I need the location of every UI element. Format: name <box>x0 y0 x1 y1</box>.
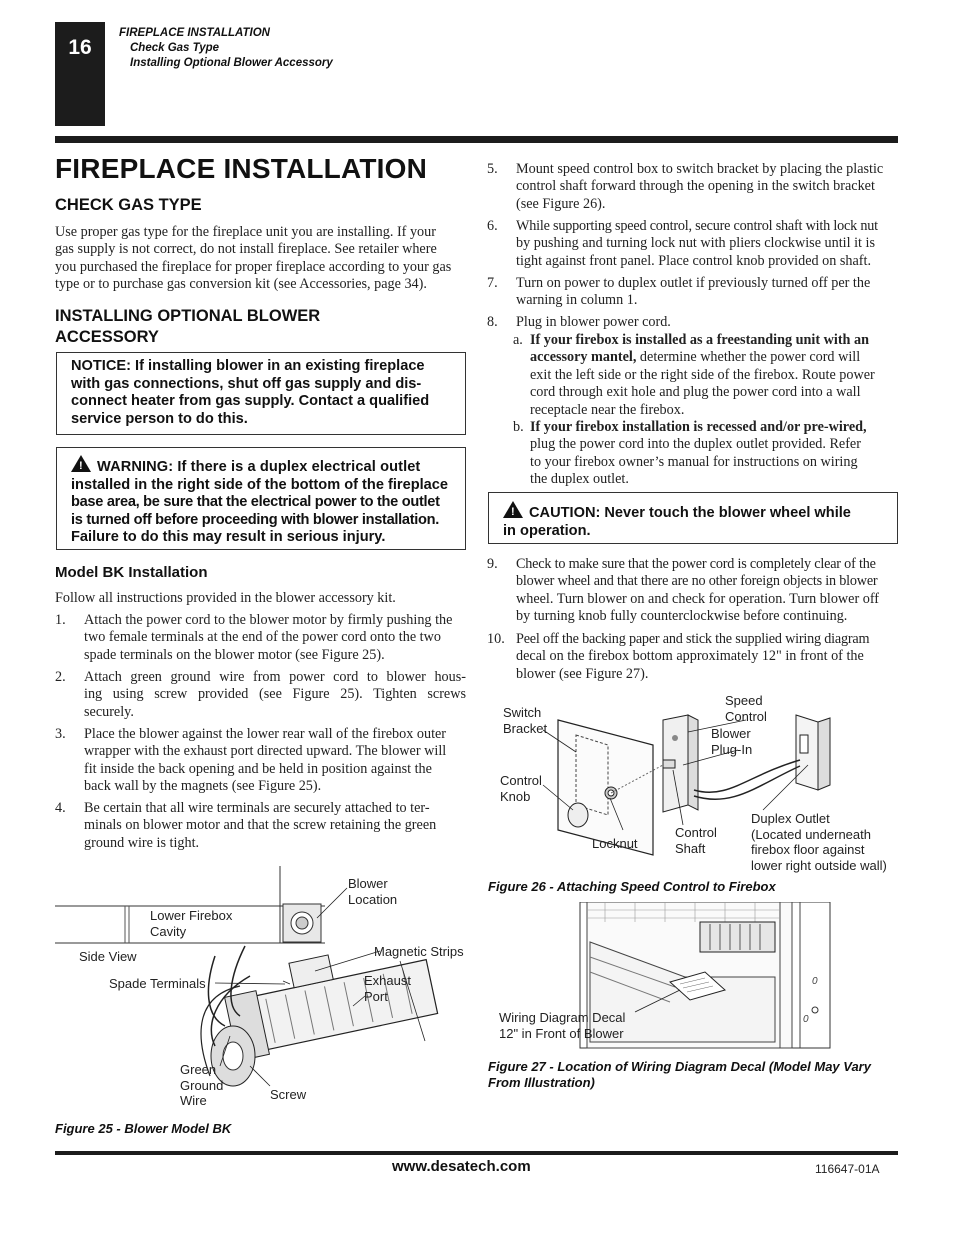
step-line: ing using screw provided (see Figure 25). Tighten screws <box>84 686 466 703</box>
svg-text:0: 0 <box>812 976 818 987</box>
step-line: receptacle near the firebox. <box>530 401 685 418</box>
step-number: 4. <box>55 800 66 816</box>
check-gas-line: gas supply is not correct, do not install fireplace. See retailer where <box>55 241 437 258</box>
step-line: If your firebox installation is recessed and/or pre-wired, <box>530 419 867 435</box>
step-number: 10. <box>487 631 505 647</box>
step-line: wrapper with the exhaust port directed upward. The blower will <box>84 743 447 760</box>
check-gas-line: Use proper gas type for the fireplace unit you are installing. If your <box>55 224 436 240</box>
step-line: the duplex outlet. <box>530 471 629 488</box>
step-line: by pushing and turning lock nut with pliers clockwise until it is <box>516 235 875 252</box>
step-number: 6. <box>487 218 498 234</box>
header-sub-1: Check Gas Type <box>130 42 220 54</box>
step-line: Plug in blower power cord. <box>516 314 671 330</box>
page-number: 16 <box>68 36 92 59</box>
fig25-label-side-view: Side View <box>79 949 137 964</box>
step-line: wheel. Turn blower on and check for operation. Turn blower off <box>516 590 880 607</box>
step-line: Attach the power cord to the blower motor by firmly pushing the <box>84 612 453 628</box>
fig25-label-exhaust-port: Exhaust Port <box>364 973 411 1004</box>
step-line: decal on the firebox bottom approximately 12" in front of the <box>516 648 864 665</box>
warning-line: base area, be sure that the electrical power to the outlet <box>71 494 440 511</box>
svg-text:0: 0 <box>803 1014 809 1025</box>
warning-box <box>56 447 466 550</box>
caution-line: in operation. <box>503 522 591 539</box>
figure-26-caption: Figure 26 - Attaching Speed Control to Firebox <box>488 879 776 894</box>
step-line: exit the left side or the right side of the firebox. Route power <box>530 366 875 383</box>
step-line: back wall by the magnets (see Figure 25). <box>84 778 322 795</box>
step-line: If your firebox is installed as a freestanding unit with an <box>530 332 869 348</box>
footer-document-number: 116647-01A <box>815 1162 880 1176</box>
step-line: determine whether the power cord will <box>636 349 861 366</box>
step-line: by turning knob fully counterclockwise before continuing. <box>516 608 848 625</box>
check-gas-paragraph <box>55 224 466 294</box>
step-number: 9. <box>487 556 498 572</box>
check-gas-line: type or to purchase gas conversion kit (see Accessories, page 34). <box>55 276 427 293</box>
step-line: Check to make sure that the power cord is completely clear of the <box>516 556 876 572</box>
warning-icon: ! <box>71 455 91 472</box>
fig26-label-blower-plug-in: Blower Plug-In <box>711 726 753 757</box>
caution-line: CAUTION: Never touch the blower wheel while <box>529 505 851 521</box>
fig26-label-duplex-outlet: Duplex Outlet (Located underneath firebox floor against lower right outside wall) <box>751 811 887 873</box>
fig26-label-speed-control: Speed Control <box>725 693 767 724</box>
fig26-label-switch-bracket: Switch Bracket <box>503 705 548 736</box>
step-line: tight against front panel. Place control knob provided on shaft. <box>516 252 871 269</box>
step-line: blower (see Figure 27). <box>516 665 649 682</box>
blower-heading-line: INSTALLING OPTIONAL BLOWER <box>55 307 321 325</box>
step-line: plug the power cord into the duplex outlet provided. Refer <box>530 436 861 453</box>
fig25-label-lower-firebox: Lower Firebox Cavity <box>150 908 233 939</box>
warning-line: Failure to do this may result in serious injury. <box>71 529 386 546</box>
check-gas-heading: CHECK GAS TYPE <box>55 196 202 214</box>
fig25-label-green-ground-wire: Green Ground Wire <box>180 1062 224 1108</box>
footer-website[interactable]: www.desatech.com <box>392 1158 531 1175</box>
step-line: minals on blower motor and that the screw retaining the green <box>84 817 437 834</box>
step-line: fit inside the back opening and be held in position against the <box>84 760 432 777</box>
caution-box <box>488 492 898 544</box>
fig27-label-decal: Wiring Diagram Decal 12" in Front of Blower <box>499 1010 626 1041</box>
step-line: spade terminals on the blower motor (see Figure 25). <box>84 646 385 663</box>
model-bk-intro: Follow all instructions provided in the blower accessory kit. <box>55 590 396 606</box>
notice-line: service person to do this. <box>71 410 248 427</box>
figure-25-caption: Figure 25 - Blower Model BK <box>55 1121 232 1136</box>
step-number: 3. <box>55 726 66 742</box>
warning-line: WARNING: If there is a duplex electrical outlet <box>97 459 421 475</box>
fig25-label-screw: Screw <box>270 1087 307 1102</box>
notice-line: connect heater from gas supply. Contact a qualified <box>71 393 430 410</box>
fig25-label-blower-location: Blower Location <box>348 876 398 907</box>
step-line: ground wire is tight. <box>84 834 200 851</box>
header-sub-2: Installing Optional Blower Accessory <box>130 57 333 69</box>
step-letter: b. <box>513 419 524 435</box>
top-rule <box>55 136 898 143</box>
step-line: control shaft forward through the opening in the switch bracket <box>516 178 875 195</box>
figure-27-caption: Figure 27 - Location of Wiring Diagram Decal (Model May Vary From Illustration) <box>488 1059 871 1090</box>
step-letter: a. <box>513 332 523 348</box>
step-line: (see Figure 26). <box>516 195 606 212</box>
step-number: 1. <box>55 612 66 628</box>
step-number: 2. <box>55 669 66 685</box>
step-line: cord through exit hole and plug the power cord into a wall <box>530 384 861 401</box>
blower-heading-line: ACCESSORY <box>55 328 159 346</box>
warning-line: is turned off before proceeding with blower installation. <box>71 511 440 528</box>
warning-icon: ! <box>503 501 523 518</box>
step-line: Mount speed control box to switch bracket by placing the plastic <box>516 161 884 177</box>
notice-line: with gas connections, shut off gas supply and dis- <box>71 375 422 392</box>
notice-box <box>56 352 466 435</box>
fig26-label-control-shaft: Control Shaft <box>675 825 717 856</box>
header-section: FIREPLACE INSTALLATION <box>119 27 270 39</box>
step-line: Turn on power to duplex outlet if previously turned off per the <box>516 275 871 291</box>
page-title: FIREPLACE INSTALLATION <box>55 153 428 184</box>
step-line: Attach green ground wire from power cord to blower hous- <box>84 669 466 685</box>
fig26-label-locknut: Locknut <box>592 836 638 851</box>
step-line: While supporting speed control, secure control shaft with lock nut <box>516 218 878 234</box>
step-line: blower wheel and that there are no other foreign objects in blower <box>516 573 878 590</box>
warning-line: installed in the right side of the bottom of the fireplace <box>71 476 449 493</box>
step-line: Peel off the backing paper and stick the supplied wiring diagram <box>516 631 870 647</box>
bottom-rule <box>55 1151 898 1155</box>
model-bk-heading: Model BK Installation <box>55 564 208 581</box>
fig26-label-control-knob: Control Knob <box>500 773 542 804</box>
step-bold: accessory mantel, <box>530 349 637 366</box>
step-line: to your firebox owner’s manual for instructions on wiring <box>530 453 858 470</box>
check-gas-line: you purchased the fireplace for proper fireplace according to your gas <box>55 258 452 275</box>
step-line: two female terminals at the end of the power cord onto the two <box>84 629 441 646</box>
notice-line: NOTICE: If installing blower in an existing fireplace <box>71 358 425 374</box>
step-line: Be certain that all wire terminals are securely attached to ter- <box>84 800 430 816</box>
fig25-label-spade-terminals: Spade Terminals <box>109 976 206 991</box>
step-line: Place the blower against the lower rear wall of the firebox outer <box>84 726 447 742</box>
step-line: securely. <box>84 703 134 720</box>
step-number: 8. <box>487 314 498 330</box>
step-line: warning in column 1. <box>516 292 638 309</box>
step-number: 5. <box>487 161 498 177</box>
blower-heading <box>55 306 320 348</box>
fig25-label-magnetic-strips: Magnetic Strips <box>374 944 464 959</box>
step-number: 7. <box>487 275 498 291</box>
